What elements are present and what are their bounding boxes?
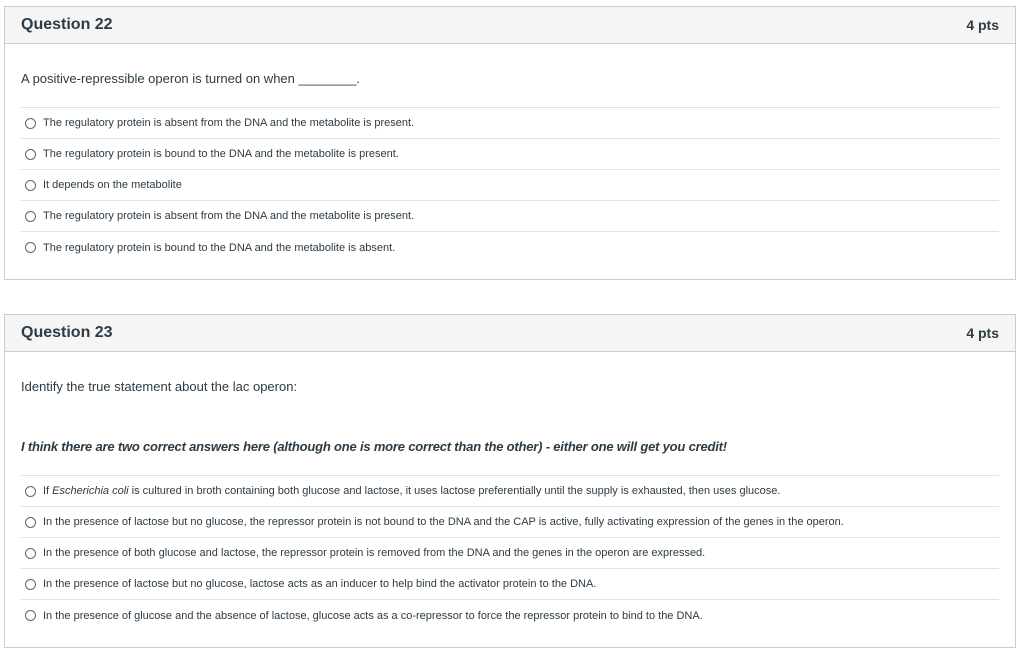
radio-button-icon[interactable] <box>25 180 36 191</box>
answer-label: The regulatory protein is absent from the DNA and the metabolite is present. <box>43 210 415 222</box>
question-text: Identify the true statement about the lac operon: <box>21 379 298 394</box>
answer-option[interactable] <box>21 476 999 507</box>
radio-button-icon[interactable] <box>25 118 36 129</box>
answer-option[interactable] <box>21 538 999 569</box>
radio-button-icon[interactable] <box>25 486 36 497</box>
answer-label: The regulatory protein is bound to the DNA and the metabolite is present. <box>43 148 399 160</box>
question-23-body <box>5 379 1015 631</box>
answer-label: The regulatory protein is bound to the DNA and the metabolite is absent. <box>43 241 396 254</box>
question-points: 4 pts <box>966 325 999 341</box>
radio-button-icon[interactable] <box>25 242 36 253</box>
radio-button-icon[interactable] <box>25 579 36 590</box>
instructor-note: I think there are two correct answers here (although one is more correct than the other) - either one will get you credit! <box>21 439 727 454</box>
question-title: Question 23 <box>21 324 113 341</box>
answer-list <box>21 107 999 263</box>
question-points: 4 pts <box>966 17 999 33</box>
answer-option[interactable] <box>21 139 999 170</box>
radio-button-icon[interactable] <box>25 149 36 160</box>
answer-label: In the presence of glucose and the absence of lactose, glucose acts as a co-repressor to force the repressor protein to bind to the DNA. <box>43 609 703 622</box>
question-22-body <box>5 71 1015 263</box>
answer-option[interactable] <box>21 201 999 232</box>
answer-option[interactable] <box>21 569 999 600</box>
answer-label: In the presence of lactose but no glucose, lactose acts as an inducer to help bind the activator protein to the DNA. <box>43 578 597 590</box>
radio-button-icon[interactable] <box>25 517 36 528</box>
question-text: A positive-repressible operon is turned on when ________. <box>21 71 360 86</box>
answer-option[interactable] <box>21 108 999 139</box>
radio-button-icon[interactable] <box>25 548 36 559</box>
question-22-header <box>5 7 1015 44</box>
answer-label: The regulatory protein is absent from the DNA and the metabolite is present. <box>43 117 415 129</box>
answer-label: In the presence of lactose but no glucose, the repressor protein is not bound to the DNA and the CAP is active, fully activating expression of the genes in the operon. <box>43 516 844 528</box>
answer-label <box>43 485 780 497</box>
answer-rest: is cultured in broth containing both glucose and lactose, it uses lactose preferentially until the supply is exhausted, then uses glucose. <box>128 485 781 497</box>
answer-prefix: If <box>43 485 53 497</box>
question-22-card <box>4 6 1016 280</box>
question-23-header <box>5 315 1015 352</box>
answer-option[interactable] <box>21 232 999 263</box>
question-23-card <box>4 314 1016 648</box>
answer-list <box>21 475 999 631</box>
answer-option[interactable] <box>21 170 999 201</box>
radio-button-icon[interactable] <box>25 610 36 621</box>
answer-option[interactable] <box>21 600 999 631</box>
answer-label: In the presence of both glucose and lactose, the repressor protein is removed from the DNA and the genes in the operon are expressed. <box>43 547 706 559</box>
radio-button-icon[interactable] <box>25 211 36 222</box>
question-title: Question 22 <box>21 16 113 33</box>
species-name: Escherichia coli <box>52 485 129 497</box>
answer-option[interactable] <box>21 507 999 538</box>
answer-label: It depends on the metabolite <box>43 179 182 191</box>
